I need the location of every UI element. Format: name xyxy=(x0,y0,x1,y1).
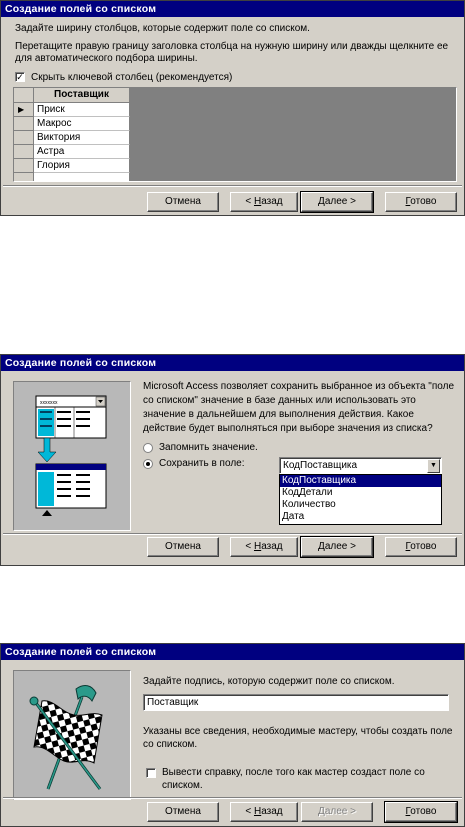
table-row[interactable]: Глория xyxy=(34,159,130,173)
table-row[interactable]: Макрос xyxy=(34,117,130,131)
back-button[interactable] xyxy=(230,802,298,822)
dropdown-option[interactable]: КодДетали xyxy=(282,487,333,498)
dropdown-option[interactable]: Дата xyxy=(282,511,305,522)
next-label-rest: алее > xyxy=(324,196,356,207)
cancel-button[interactable]: Отмена xyxy=(147,192,219,212)
table-row-empty[interactable] xyxy=(34,173,130,182)
table-row[interactable]: Виктория xyxy=(34,131,130,145)
show-help-label-2: списком. xyxy=(162,780,203,791)
separator xyxy=(3,797,462,799)
finish-flag-illustration xyxy=(13,670,131,800)
next-label-hotkey: Д xyxy=(318,806,325,817)
row-selector[interactable] xyxy=(14,173,34,182)
caption-prompt: Задайте подпись, которую содержит поле со списком. xyxy=(143,676,395,687)
back-label-prefix: < xyxy=(245,806,254,817)
combo-illustration-text: xxxxxxx xyxy=(40,400,58,406)
chevron-down-icon[interactable]: ▼ xyxy=(427,459,440,473)
finish-label-rest: отово xyxy=(410,541,437,552)
field-select[interactable] xyxy=(279,457,442,474)
grid-corner xyxy=(14,88,34,103)
next-button[interactable] xyxy=(301,537,373,557)
column-header-supplier[interactable]: Поставщик xyxy=(34,88,130,103)
instruction-text: Задайте ширину столбцов, которые содержит поле со списком. xyxy=(15,23,310,34)
back-label-prefix: < xyxy=(245,541,254,552)
table-row[interactable]: Астра xyxy=(34,145,130,159)
column-width-dialog xyxy=(0,0,465,216)
column-preview-grid xyxy=(13,87,457,182)
hide-key-column-label: Скрыть ключевой столбец (рекомендуется) xyxy=(31,72,233,83)
finish-button[interactable] xyxy=(385,192,457,212)
checkered-flag-icon xyxy=(14,671,130,799)
caption-dialog xyxy=(0,643,465,827)
next-button xyxy=(301,802,373,822)
back-button[interactable] xyxy=(230,537,298,557)
back-label-rest: азад xyxy=(261,196,283,207)
caption-input-value: Поставщик xyxy=(147,697,199,708)
dropdown-option[interactable]: Количество xyxy=(282,499,336,510)
combo-illustration-graphic xyxy=(14,382,130,530)
field-dropdown-list xyxy=(279,474,442,525)
row-selector[interactable] xyxy=(14,131,34,145)
back-label-hotkey: Н xyxy=(253,541,262,552)
back-label-hotkey: Н xyxy=(253,196,262,207)
description-text: Microsoft Access позволяет сохранить выбранное из объекта "поле xyxy=(143,381,455,392)
store-value-dialog xyxy=(0,354,465,566)
row-selector[interactable] xyxy=(14,145,34,159)
back-label-rest: азад xyxy=(261,806,283,817)
finish-label-rest: отово xyxy=(410,196,437,207)
description-text-4: действие будет выполняться при выборе значения из списка? xyxy=(143,423,433,434)
combo-illustration xyxy=(13,381,131,531)
row-selector-current[interactable]: ▶ xyxy=(14,103,34,117)
field-select-value: КодПоставщика xyxy=(283,460,358,471)
row-selector[interactable] xyxy=(14,117,34,131)
remember-value-label: Запомнить значение. xyxy=(159,442,258,453)
remember-value-radio[interactable] xyxy=(143,443,153,453)
next-label-rest: алее > xyxy=(324,806,356,817)
next-label-rest: алее > xyxy=(324,541,356,552)
description-text-3: значение в дальнейшем для выполнения действия. Какое xyxy=(143,409,414,420)
info-text-2: со списком. xyxy=(143,739,198,750)
dialog-title: Создание полей со списком xyxy=(1,644,464,660)
description-text-2: со списком" значение в базе данных или использовать это xyxy=(143,395,416,406)
next-label-hotkey: Д xyxy=(318,541,325,552)
next-label-hotkey: Д xyxy=(318,196,325,207)
back-label-prefix: < xyxy=(245,196,254,207)
show-help-checkbox[interactable] xyxy=(146,768,156,778)
info-text: Указаны все сведения, необходимые мастеру, чтобы создать поле xyxy=(143,726,453,737)
save-in-field-radio[interactable] xyxy=(143,459,153,469)
finish-button[interactable] xyxy=(385,537,457,557)
hide-key-column-checkbox[interactable]: ✓ xyxy=(16,72,24,82)
instruction-text-2: Перетащите правую границу заголовка столбца на нужную ширину или дважды щелкните ее xyxy=(15,41,449,52)
save-in-field-label: Сохранить в поле: xyxy=(159,458,245,469)
cancel-button[interactable]: Отмена xyxy=(147,802,219,822)
finish-button[interactable] xyxy=(385,802,457,822)
back-label-hotkey: Н xyxy=(253,806,262,817)
next-button[interactable] xyxy=(301,192,373,212)
back-button[interactable] xyxy=(230,192,298,212)
separator xyxy=(3,185,462,187)
dropdown-option[interactable]: КодПоставщика xyxy=(280,475,441,487)
dialog-title: Создание полей со списком xyxy=(1,1,464,17)
dialog-title: Создание полей со списком xyxy=(1,355,464,371)
finish-label-hotkey: Г xyxy=(405,541,411,552)
finish-label-hotkey: Г xyxy=(405,196,411,207)
table-row[interactable]: Приск xyxy=(34,103,130,117)
separator xyxy=(3,533,462,535)
instruction-text-3: для автоматического подбора ширины. xyxy=(15,53,198,64)
finish-label-rest: отово xyxy=(410,806,437,817)
back-label-rest: азад xyxy=(261,541,283,552)
show-help-label: Вывести справку, после того как мастер создаст поле со xyxy=(162,767,425,778)
caption-input[interactable] xyxy=(143,694,449,711)
cancel-button[interactable]: Отмена xyxy=(147,537,219,557)
row-selector[interactable] xyxy=(14,159,34,173)
finish-label-hotkey: Г xyxy=(405,806,411,817)
